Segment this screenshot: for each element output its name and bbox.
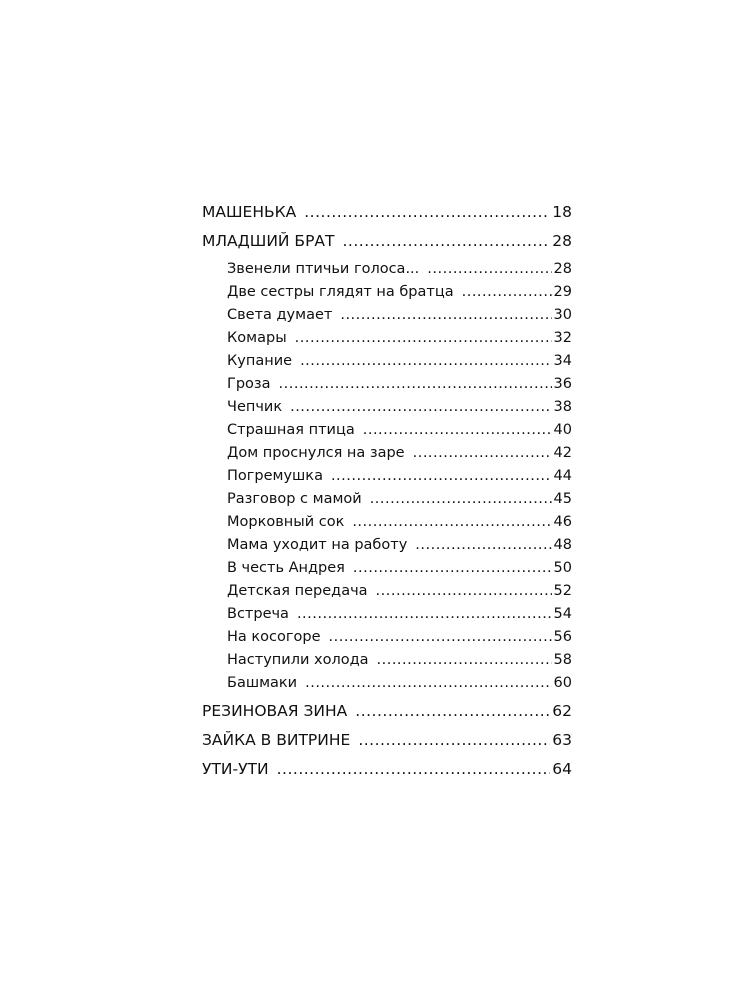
toc-entry-title: УТИ-УТИ: [202, 760, 269, 778]
toc-entry-title: РЕЗИНОВАЯ ЗИНА: [202, 702, 348, 720]
toc-entry-title: Комары: [227, 330, 287, 346]
toc-entry-page: 44: [553, 468, 572, 484]
dot-leader: [329, 626, 552, 649]
toc-subentry: [202, 350, 572, 373]
toc-entry-page: 28: [552, 232, 572, 250]
dot-leader: [277, 755, 551, 784]
dot-leader: [290, 396, 551, 419]
toc-entry: [202, 198, 572, 227]
dot-leader: [352, 511, 551, 534]
toc-subentry: [202, 396, 572, 419]
toc-entry-title: На косогоре: [227, 629, 321, 645]
dot-leader: [279, 373, 552, 396]
dot-leader: [353, 557, 552, 580]
toc-subentry: [202, 419, 572, 442]
toc-entry-page: 30: [553, 307, 572, 323]
toc-entry-page: 32: [553, 330, 572, 346]
dot-leader: [415, 534, 551, 557]
toc-entry-title: Гроза: [227, 376, 271, 392]
toc-subentry: [202, 281, 572, 304]
toc-entry-page: 18: [552, 203, 572, 221]
toc-entry: [202, 697, 572, 726]
toc-entry-page: 28: [553, 261, 572, 277]
toc-entry-page: 45: [553, 491, 572, 507]
dot-leader: [297, 603, 552, 626]
dot-leader: [305, 672, 551, 695]
toc-entry-page: 52: [553, 583, 572, 599]
toc-entry-title: Разговор с мамой: [227, 491, 362, 507]
toc-subentry: [202, 258, 572, 281]
toc-entry-page: 29: [553, 284, 572, 300]
table-of-contents: [202, 198, 572, 784]
dot-leader: [304, 198, 550, 227]
toc-entry-page: 63: [552, 731, 572, 749]
dot-leader: [376, 580, 552, 603]
toc-entry-title: Чепчик: [227, 399, 283, 415]
toc-entry-title: В честь Андрея: [227, 560, 345, 576]
dot-leader: [363, 419, 552, 442]
dot-leader: [462, 281, 552, 304]
dot-leader: [331, 465, 552, 488]
toc-entry-title: Башмаки: [227, 675, 298, 691]
toc-entry-title: МЛАДШИЙ БРАТ: [202, 232, 335, 250]
toc-entry-title: Страшная птица: [227, 422, 355, 438]
toc-entry-title: ЗАЙКА В ВИТРИНЕ: [202, 731, 351, 749]
toc-subentry: [202, 465, 572, 488]
toc-entry-title: Две сестры глядят на братца: [227, 284, 454, 300]
toc-entry-title: Мама уходит на работу: [227, 537, 408, 553]
toc-subentry: [202, 672, 572, 695]
toc-entry-page: 58: [553, 652, 572, 668]
toc-entry: [202, 726, 572, 755]
toc-entry-page: 36: [553, 376, 572, 392]
toc-subentry: [202, 373, 572, 396]
toc-entry-page: 54: [553, 606, 572, 622]
toc-subentry: [202, 327, 572, 350]
dot-leader: [340, 304, 551, 327]
toc-entry-title: Купание: [227, 353, 293, 369]
toc-entry-page: 60: [553, 675, 572, 691]
toc-subentry: [202, 557, 572, 580]
toc-entry: [202, 227, 572, 256]
toc-entry-page: 40: [553, 422, 572, 438]
toc-subentry: [202, 488, 572, 511]
dot-leader: [300, 350, 551, 373]
toc-entry-page: 56: [553, 629, 572, 645]
dot-leader: [355, 697, 550, 726]
toc-subentry: [202, 649, 572, 672]
dot-leader: [377, 649, 552, 672]
toc-subentry: [202, 534, 572, 557]
toc-entry-page: 34: [553, 353, 572, 369]
toc-entry-page: 62: [552, 702, 572, 720]
toc-entry-title: Встреча: [227, 606, 289, 622]
dot-leader: [295, 327, 552, 350]
toc-entry-page: 46: [553, 514, 572, 530]
toc-entry-title: МАШЕНЬКА: [202, 203, 297, 221]
toc-entry-title: Дом проснулся на заре: [227, 445, 405, 461]
toc-entry-title: Морковный сок: [227, 514, 345, 530]
toc-subentry: [202, 511, 572, 534]
toc-subentry: [202, 626, 572, 649]
toc-entry-title: Света думает: [227, 307, 333, 323]
toc-subentry: [202, 442, 572, 465]
toc-entry-page: 64: [552, 760, 572, 778]
toc-entry-title: Наступили холода: [227, 652, 369, 668]
toc-entry-title: Звенели птичьи голоса...: [227, 261, 420, 277]
dot-leader: [413, 442, 552, 465]
dot-leader: [342, 227, 550, 256]
toc-entry-page: 50: [553, 560, 572, 576]
toc-entry-page: 38: [553, 399, 572, 415]
toc-entry-page: 42: [553, 445, 572, 461]
toc-entry-title: Погремушка: [227, 468, 323, 484]
dot-leader: [370, 488, 552, 511]
dot-leader: [427, 258, 551, 281]
toc-subentry: [202, 580, 572, 603]
dot-leader: [358, 726, 550, 755]
toc-entry-title: Детская передача: [227, 583, 368, 599]
toc-subentry: [202, 603, 572, 626]
toc-entry-page: 48: [553, 537, 572, 553]
toc-entry: [202, 755, 572, 784]
toc-subentry: [202, 304, 572, 327]
